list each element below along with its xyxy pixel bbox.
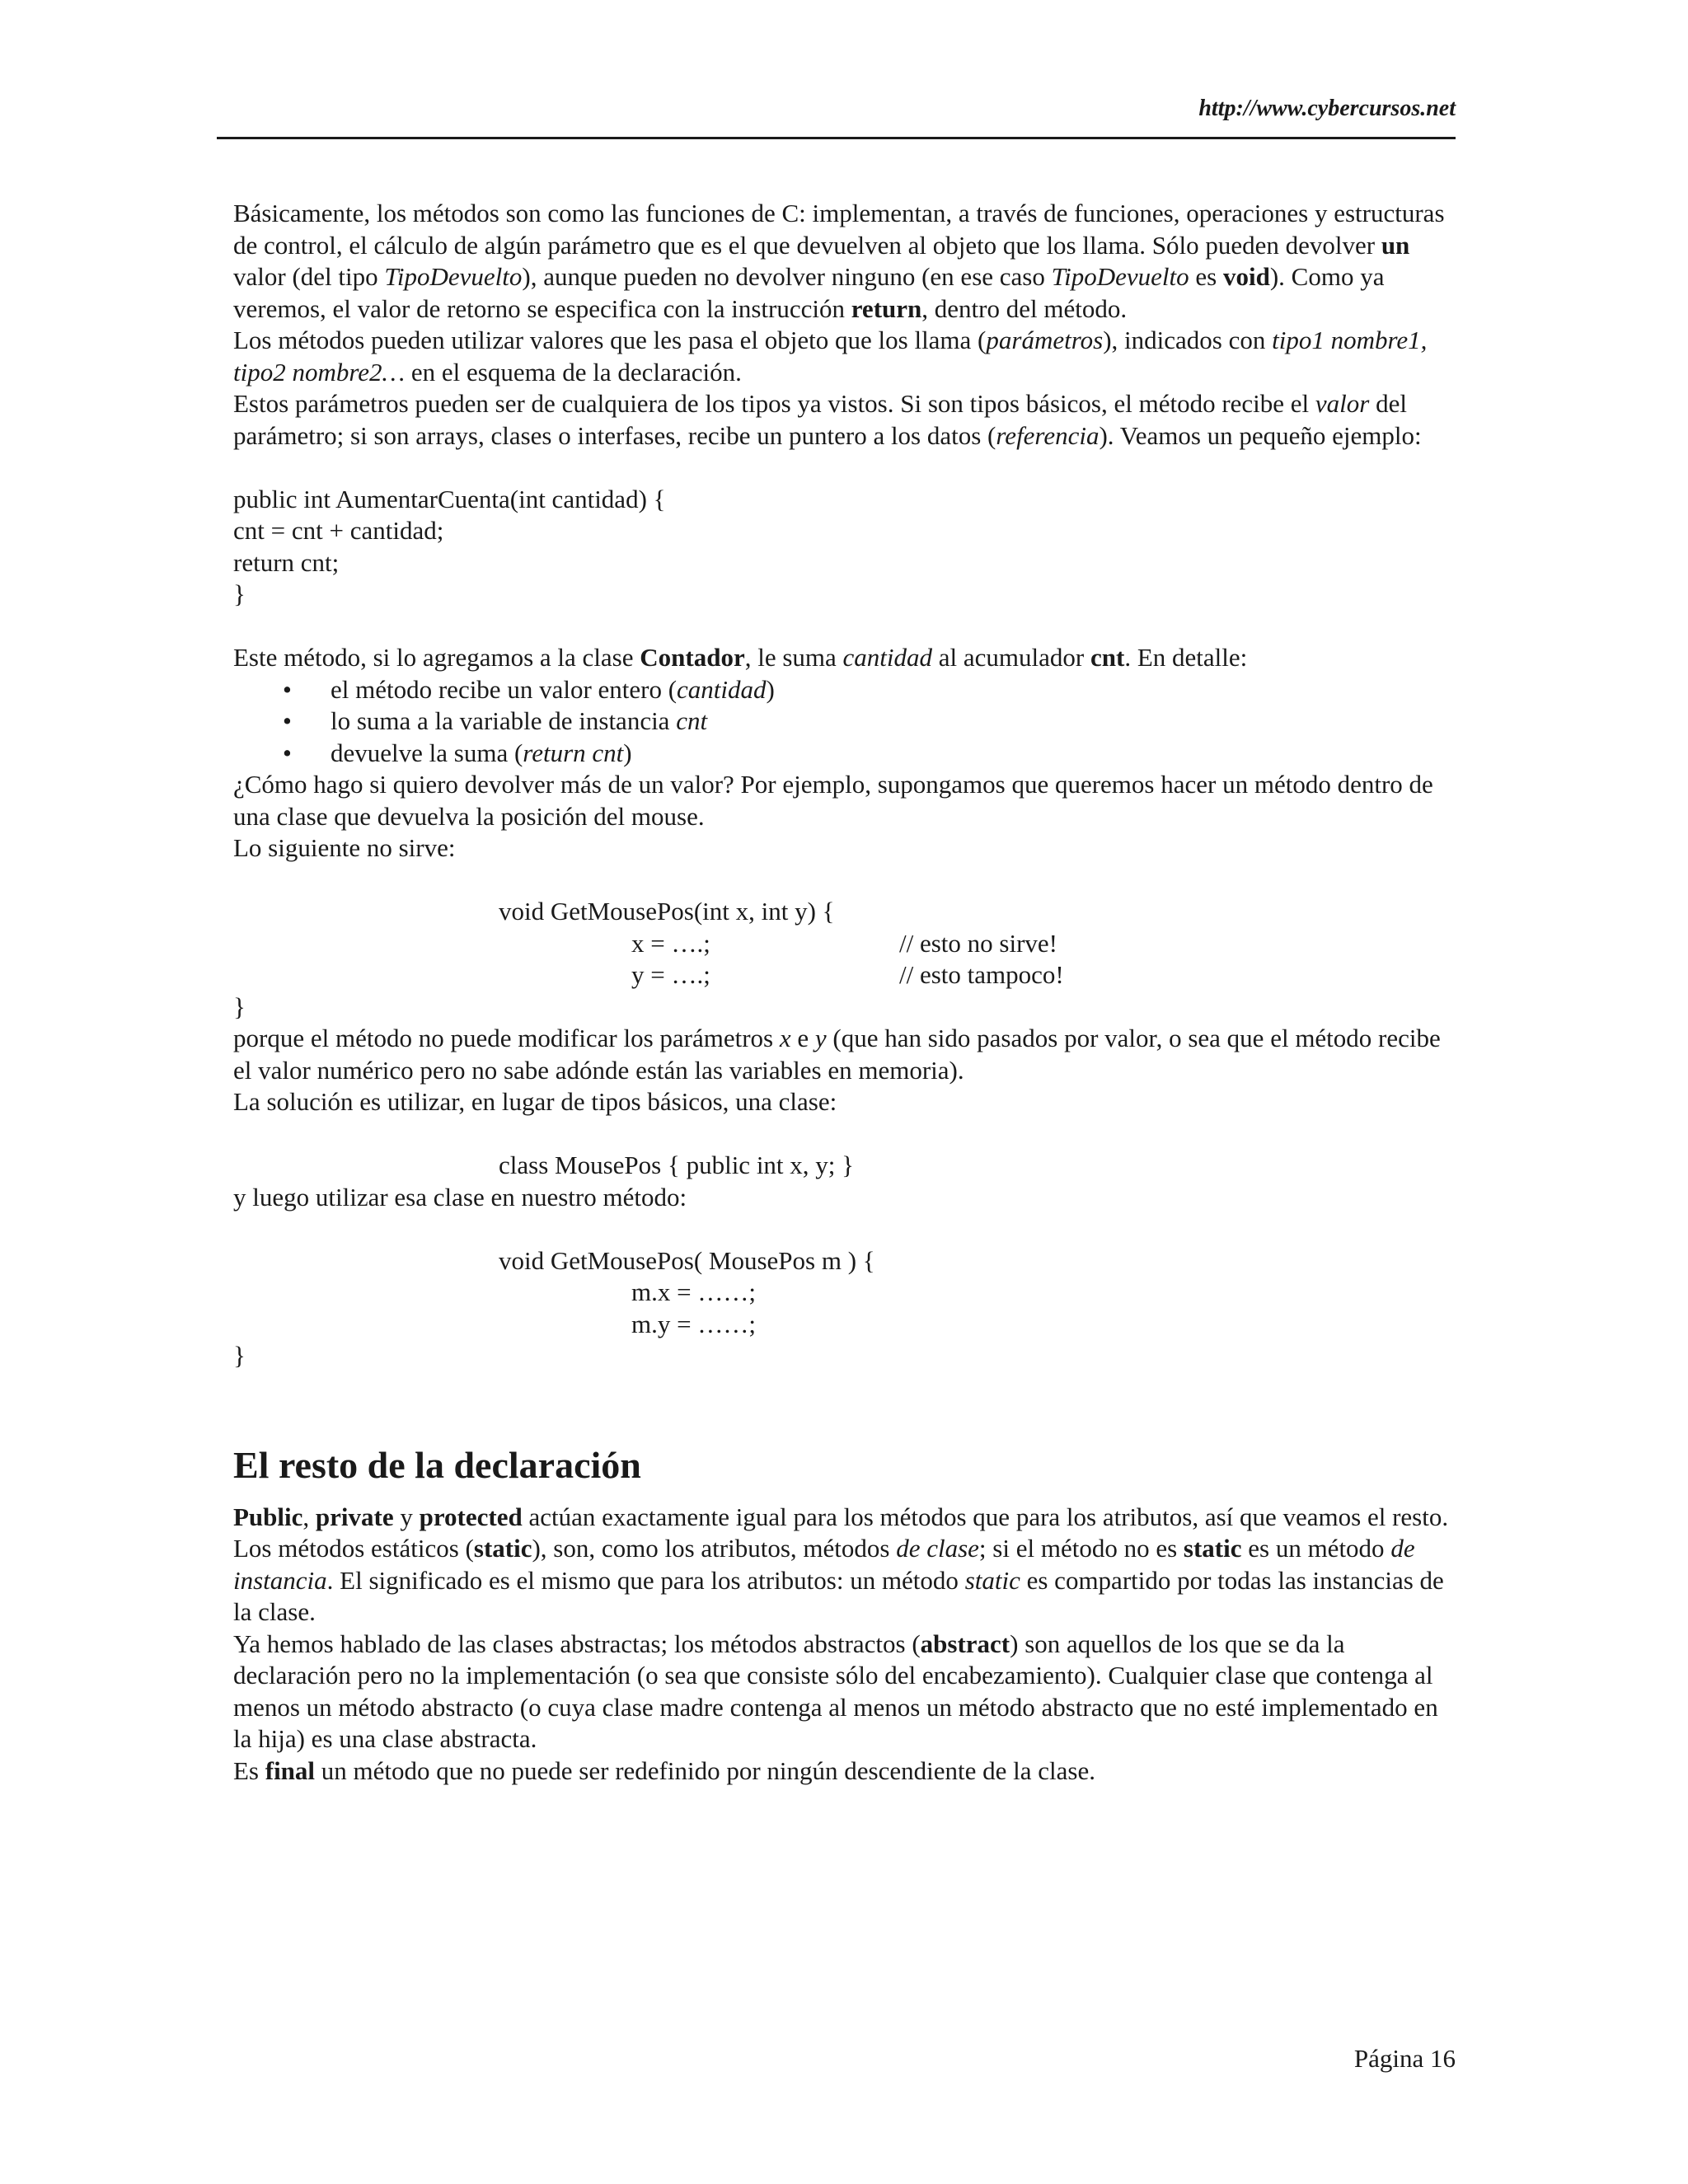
code-line: void GetMousePos(int x, int y) {: [499, 897, 835, 926]
paragraph-multiple-values: ¿Cómo hago si quiero devolver más de un valor? Por ejemplo, supongamos que queremos hacer un método dentro de una clase que devuelva la posición del mouse.: [233, 770, 1433, 831]
bullet-list: [233, 674, 1461, 770]
code-line: cnt = cnt + cantidad;: [233, 516, 444, 545]
paragraph-abstract-methods: Ya hemos hablado de las clases abstractas; los métodos abstractos (abstract) son aquellos de los que se da la declaración pero no la implementación (o sea que consiste sólo del encabezamiento). Cualquier clase que contenga al menos un método abstracto (o cuya clase madre contenga al menos un método abstracto que no esté implementado en la hija) es una clase abstracta.: [233, 1629, 1438, 1753]
code-line: void GetMousePos( MousePos m ) {: [499, 1245, 875, 1275]
list-item: • devuelve la suma (return cnt): [233, 738, 1461, 770]
paragraph-not-working: Lo siguiente no sirve:: [233, 833, 456, 862]
code-block-getmousepos-right: [233, 1245, 1461, 1372]
paragraph-contador: Este método, si lo agregamos a la clase Contador, le suma cantidad al acumulador cnt. En detalle:: [233, 643, 1248, 672]
header-rule: [217, 137, 1456, 139]
section-title: El resto de la declaración: [233, 1443, 641, 1486]
page-content: [233, 198, 1461, 1787]
code-line: return cnt;: [233, 547, 340, 577]
bullet-icon: •: [283, 674, 292, 704]
page-number: Página 16: [1353, 2044, 1456, 2073]
paragraph-access-modifiers: Public, private y protected actúan exactamente igual para los métodos que para los atributos, así que veamos el resto.: [233, 1502, 1449, 1531]
code-line: y = ….; // esto tampoco!: [233, 959, 1461, 991]
code-line: m.x = ……;: [631, 1277, 756, 1306]
code-comment: // esto tampoco!: [899, 960, 1064, 989]
code-block-getmousepos-wrong: [233, 896, 1461, 1023]
paragraph-methods-intro: Básicamente, los métodos son como las funciones de C: implementan, a través de funciones, operaciones y estructuras de control, el cálculo de algún parámetro que es el que devuelven al objeto que los llama. Sólo pueden devolver un valor (del tipo TipoDevuelto), aunque pueden no devolver ninguno (en ese caso TipoDevuelto es void). Como ya veremos, el valor de retorno se especifica con la instrucción return, dentro del método.: [233, 199, 1445, 323]
list-item: • lo suma a la variable de instancia cnt: [233, 705, 1461, 738]
code-line: public int AumentarCuenta(int cantidad) {: [233, 484, 666, 513]
paragraph-use-class: y luego utilizar esa clase en nuestro método:: [233, 1182, 687, 1212]
paragraph-solution: La solución es utilizar, en lugar de tipos básicos, una clase:: [233, 1087, 837, 1116]
paragraph-why-not: porque el método no puede modificar los parámetros x e y (que han sido pasados por valor, o sea que el método recibe el valor numérico pero no sabe adónde están las variables en memoria).: [233, 1024, 1441, 1085]
list-item: • el método recibe un valor entero (cantidad): [233, 674, 1461, 706]
code-line: }: [233, 1341, 246, 1370]
bullet-icon: •: [283, 738, 292, 767]
code-line: x = ….; // esto no sirve!: [233, 928, 1461, 960]
code-block-aumentar-cuenta: [233, 484, 1461, 611]
code-line: }: [233, 991, 246, 1021]
header-url: http://www.cybercursos.net: [1198, 96, 1456, 121]
paragraph-parameter-types: Estos parámetros pueden ser de cualquiera de los tipos ya vistos. Si son tipos básicos, el método recibe el valor del parámetro; si son arrays, clases o interfases, recibe un puntero a los datos (referencia). Veamos un pequeño ejemplo:: [233, 389, 1422, 450]
paragraph-static-methods: Los métodos estáticos (static), son, como los atributos, métodos de clase; si el método no es static es un método de instancia. El significado es el mismo que para los atributos: un método static es compartido por todas las instancias de la clase.: [233, 1534, 1444, 1626]
code-line: }: [233, 579, 246, 608]
bullet-icon: •: [283, 706, 292, 735]
code-class-mousepos: class MousePos { public int x, y; }: [499, 1151, 855, 1179]
paragraph-parameters: Los métodos pueden utilizar valores que les pasa el objeto que los llama (parámetros), indicados con tipo1 nombre1, tipo2 nombre2… en el esquema de la declaración.: [233, 326, 1428, 387]
code-comment: // esto no sirve!: [899, 928, 1057, 958]
paragraph-final-methods: Es final un método que no puede ser redefinido por ningún descendiente de la clase.: [233, 1755, 1095, 1785]
code-line: m.y = ……;: [631, 1309, 756, 1338]
